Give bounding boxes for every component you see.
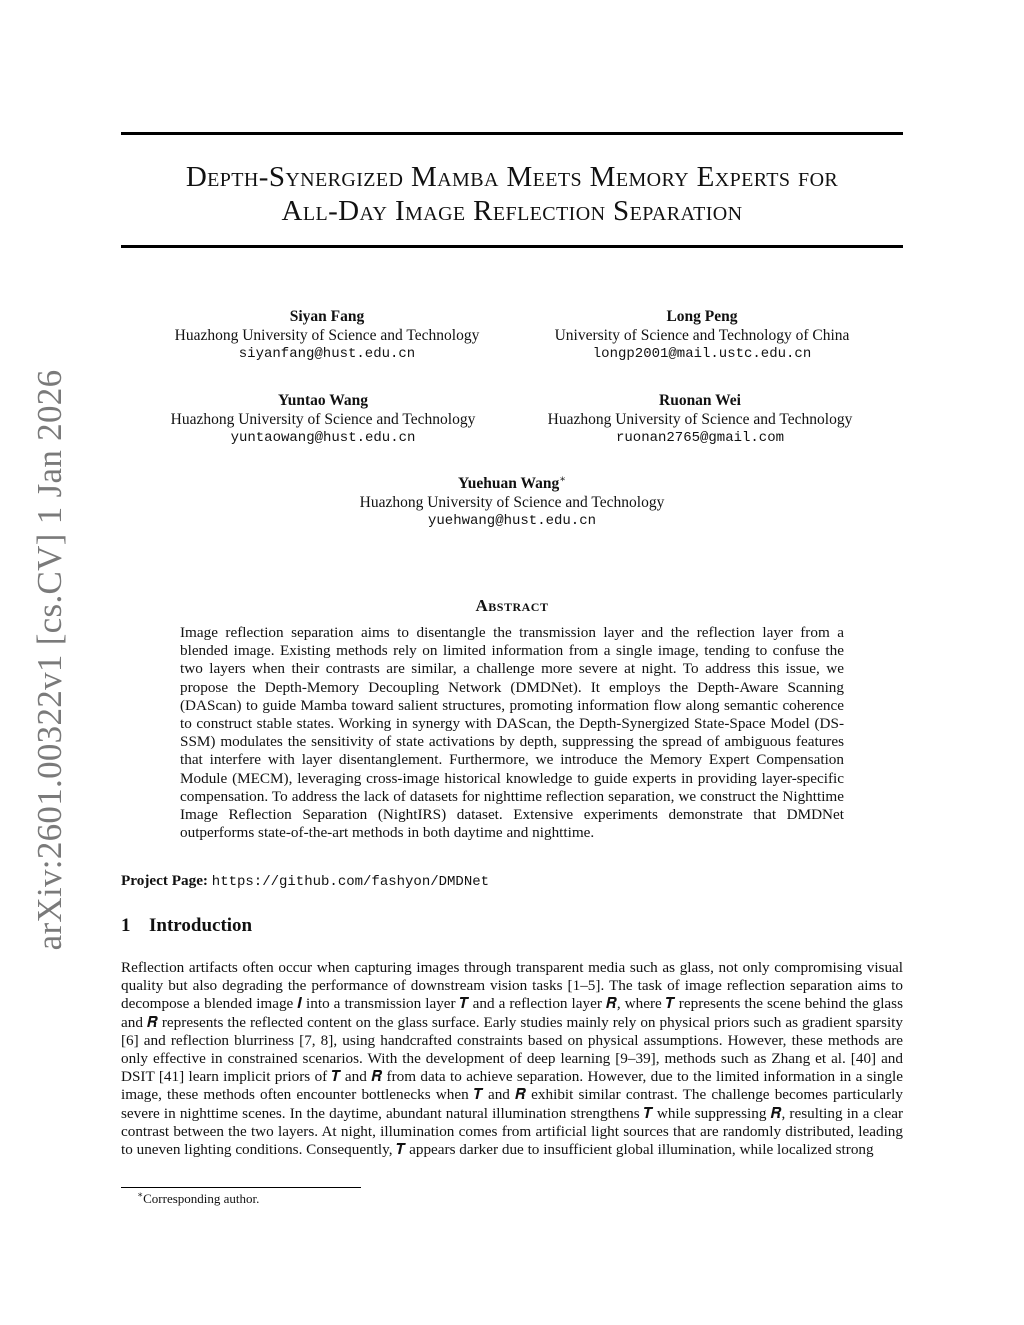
author-name: Ruonan Wei [659,392,741,409]
paper-title [121,160,903,228]
project-page-label: Project Page: [121,872,208,889]
title-bottom-rule [121,245,903,248]
title-line-1: Depth-Synergized Mamba Meets Memory Experts for [185,161,839,193]
project-page-line [121,872,489,890]
footnote-rule [121,1187,361,1188]
author-affiliation: University of Science and Technology of China [554,326,850,344]
author-name: Long Peng [666,308,738,325]
author-block [113,392,533,448]
abstract-heading: Abstract [475,596,549,615]
author-block [490,392,910,448]
section-heading [121,915,252,937]
project-page-link[interactable]: https://github.com/fashyon/DMDNet [211,874,490,890]
author-name [302,475,722,494]
footnote-text: Corresponding author. [143,1191,260,1206]
author-block [302,475,722,531]
author-affiliation: Huazhong University of Science and Technology [174,326,480,344]
author-affiliation: Huazhong University of Science and Technology [170,410,476,428]
title-line-2: All-Day Image Reflection Separation [281,195,743,227]
corresponding-author-mark: ∗ [559,473,567,485]
author-email: siyanfang@hust.edu.cn [238,346,416,362]
section-title: Introduction [149,915,253,936]
author-email: longp2001@mail.ustc.edu.cn [592,346,812,362]
footnote [137,1191,259,1207]
author-email: ruonan2765@gmail.com [615,430,785,446]
title-top-rule [121,132,903,135]
author-name: Yuntao Wang [277,392,369,409]
author-name: Siyan Fang [289,308,365,325]
abstract-body: Image reflection separation aims to disentangle the transmission layer and the reflection layer from a blended image. Existing methods rely on limited information from a single image, tending to confuse the two layers when their contrasts are similar, a challenge more severe at night. To address this issue, we propose the Depth-Memory Decoupling Network (DMDNet). It employs the Depth-Aware Scanning (DAScan) to guide Mamba toward salient structures, promoting information flow along semantic coherence to construct stable states. Working in synergy with DAScan, the Depth-Synergized State-Space Model (DS-SSM) modulates the sensitivity of state activations by depth, suppressing the spread of ambiguous features that interfere with layer disentanglement. Furthermore, we introduce the Memory Expert Compensation Module (MECM), leveraging cross-image historical knowledge to guide experts in providing layer-specific compensation. To address the lack of datasets for nighttime reflection separation, we construct the Nighttime Image Reflection Separation (NightIRS) dataset. Extensive experiments demonstrate that DMDNet outperforms state-of-the-art methods in both daytime and nighttime. [180,624,844,842]
footnote-mark: ∗ [137,1189,144,1200]
section-number: 1 [121,915,131,936]
author-name-text: Yuehuan Wang [457,475,560,492]
author-email: yuehwang@hust.edu.cn [427,513,597,529]
author-block [117,308,537,364]
introduction-body: Reflection artifacts often occur when capturing images through transparent media such as glass, not only compromising visual quality but also degrading the performance of downstream vision tasks [1–5]. The task of image reflection separation aims to decompose a blended image 𝑰 into a transmission layer 𝑻 and a reflection layer 𝑹, where 𝑻 represents the scene behind the glass and 𝑹 represents the reflected content on the glass surface. Early studies mainly rely on physical priors such as gradient sparsity [6] and reflection blurriness [7, 8], using handcrafted constraints based on physical assumptions. However, these methods are only effective in constrained scenarios. With the development of deep learning [9–39], methods such as Zhang et al. [40] and DSIT [41] learn implicit priors of 𝑻 and 𝑹 from data to achieve separation. However, due to the limited information in a single image, these methods often encounter bottlenecks when 𝑻 and 𝑹 exhibit similar contrast. The challenge becomes particularly severe in nighttime scenes. In the daytime, abundant natural illumination strengthens 𝑻 while suppressing 𝑹, resulting in a clear contrast between the two layers. At night, illumination comes from artificial light sources that are randomly distributed, leading to uneven lighting conditions. Consequently, 𝑻 appears darker due to insufficient global illumination, while localized strong [121,959,903,1159]
author-email: yuntaowang@hust.edu.cn [230,430,416,446]
author-affiliation: Huazhong University of Science and Technology [359,493,665,511]
author-block [492,308,912,364]
arxiv-identifier-stamp: arXiv:2601.00322v1 [cs.CV] 1 Jan 2026 [30,369,69,951]
author-affiliation: Huazhong University of Science and Technology [547,410,853,428]
